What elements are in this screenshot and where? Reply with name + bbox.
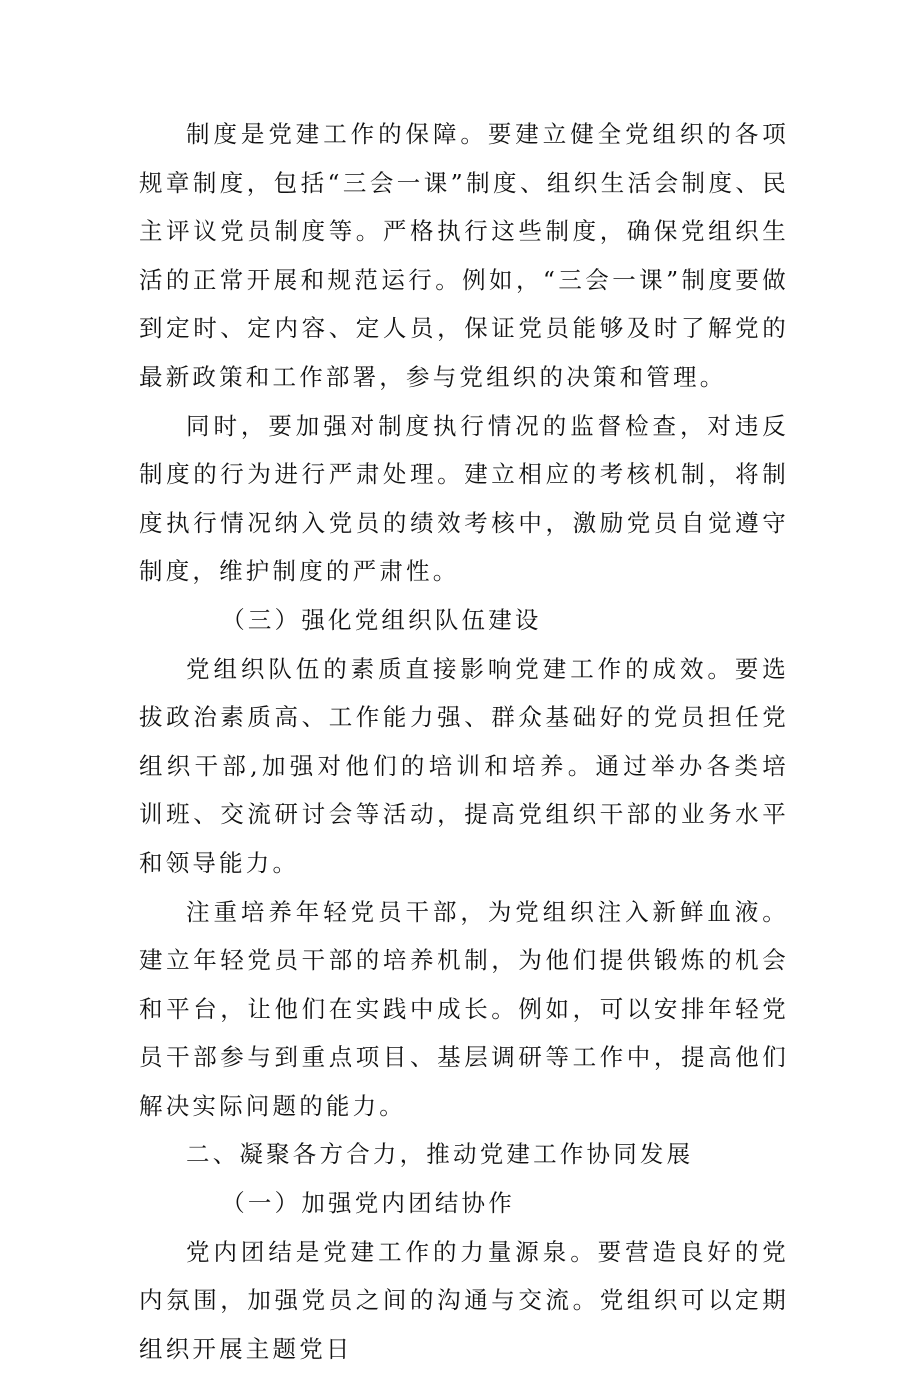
paragraph-team-quality: 党组织队伍的素质直接影响党建工作的成效。要选拔政治素质高、工作能力强、群众基础好的党员担任党组织干部,加强对他们的培训和培养。通过举办各类培训班、交流研讨会等活动，提高党组织干部的业务水平和领导能力。	[139, 654, 789, 877]
paragraph-party-unity: 党内团结是党建工作的力量源泉。要营造良好的党内氛围，加强党员之间的沟通与交流。党组织可以定期组织开展主题党日	[139, 1237, 789, 1363]
section-heading-unity	[139, 1179, 789, 1228]
paragraph-young-cadres: 注重培养年轻党员干部，为党组织注入新鲜血液。建立年轻党员干部的培养机制，为他们提供锻炼的机会和平台，让他们在实践中成长。例如，可以安排年轻党员干部参与到重点项目、基层调研等工作中，提高他们解决实际问题的能力。	[139, 897, 789, 1120]
paragraph-system-guarantee: 制度是党建工作的保障。要建立健全党组织的各项规章制度，包括“三会一课”制度、组织生活会制度、民主评议党员制度等。严格执行这些制度，确保党组织生活的正常开展和规范运行。例如，“三会一课”制度要做到定时、定内容、定人员，保证党员能够及时了解党的最新政策和工作部署，参与党组织的决策和管理。	[139, 120, 789, 391]
section-heading-text: （一）加强党内团结协作	[221, 1189, 515, 1218]
document-body	[139, 110, 789, 1373]
chapter-heading-synergy: 二、凝聚各方合力，推动党建工作协同发展	[186, 1140, 694, 1169]
section-heading-strengthen-team	[139, 596, 789, 645]
section-heading-text: （三）强化党组织队伍建设	[221, 605, 542, 634]
paragraph-supervision: 同时，要加强对制度执行情况的监督检查，对违反制度的行为进行严肃处理。建立相应的考核机制，将制度执行情况纳入党员的绩效考核中，激励党员自觉遵守制度，维护制度的严肃性。	[139, 411, 789, 586]
